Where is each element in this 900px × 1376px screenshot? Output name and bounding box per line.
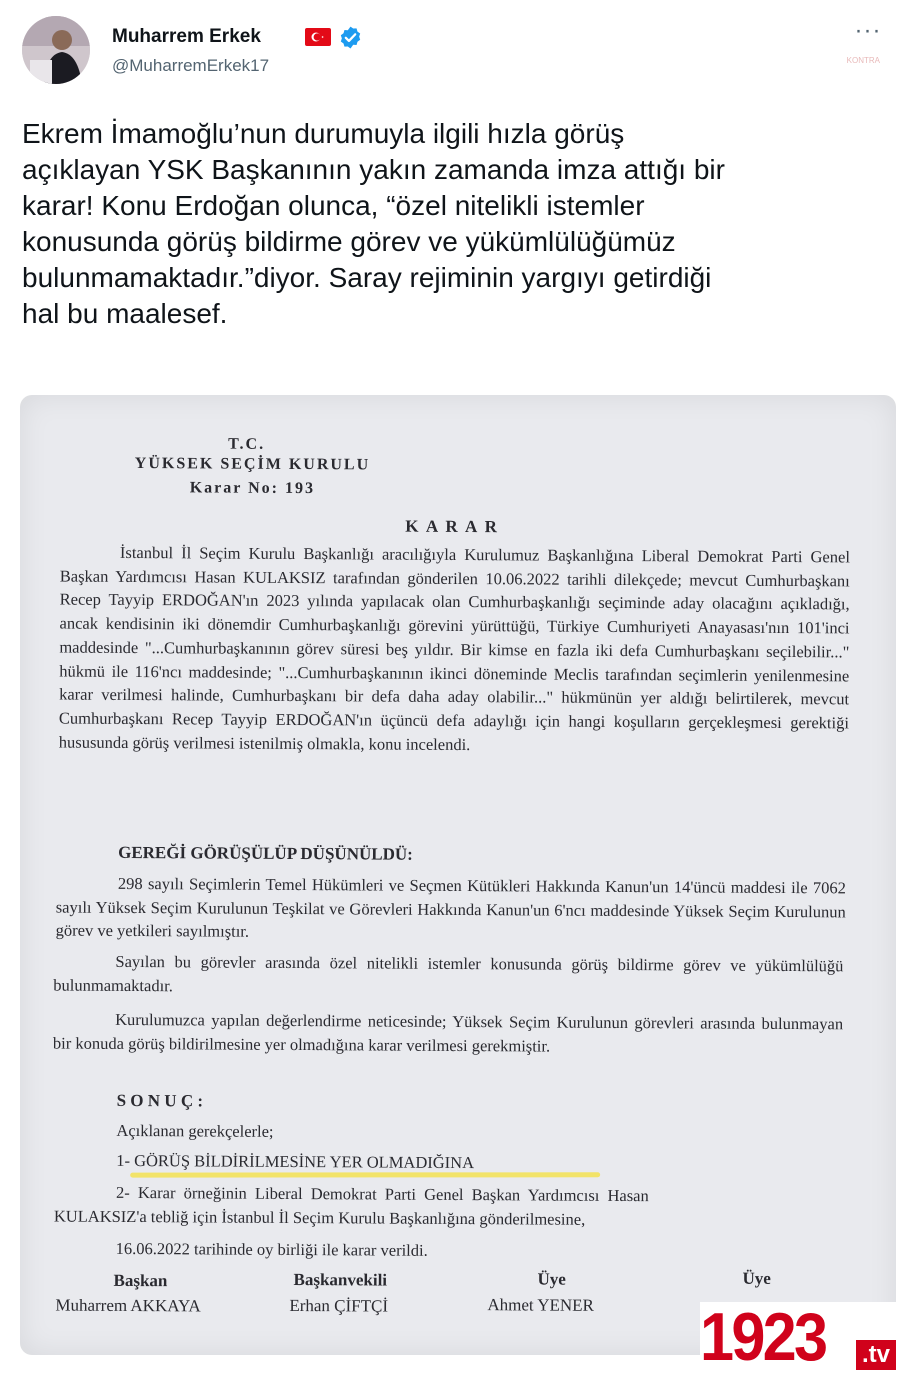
- watermark-suffix: .tv: [856, 1340, 896, 1370]
- verified-badge-icon: [338, 25, 363, 50]
- watermark-main-text: 1923: [700, 1299, 826, 1375]
- more-options-icon[interactable]: ···: [854, 17, 882, 44]
- signatory-title: Üye: [742, 1268, 771, 1288]
- doc-header-tc: T.C.: [228, 435, 266, 453]
- doc-title: K A R A R: [405, 516, 499, 537]
- author-name[interactable]: Muharrem Erkek: [112, 26, 261, 47]
- doc-result-item-2-line-2: KULAKSIZ'a tebliğ için İstanbul İl Seçim Kurulu Başkanlığına gönderilmesine,: [53, 1206, 586, 1229]
- doc-paragraph-request: İstanbul İl Seçim Kurulu Başkanlığı aracılığıyla Kurulumuz Başkanlığına Liberal Demokrat Parti Genel Başkan Yardımcısı Hasan KULAKSIZ tarafından gönderilen 10.06.2022 tarihli dilekçede; mevcut Cumhurbaşkanı Recep Tayyip ERDOĞAN'ın 2023 yılında yapılacak olan Cumhurbaşkanlığı seçiminde aday olacağını açıkladığı, ancak kendisinin iki dönemdir Cumhurbaşkanlığı görevini yürüttüğü, Türkiye Cumhuriyeti Anayasası'nın 101'inci maddesinde "...Cumhurbaşkanının görev süresi beş yıldır. Bir kimse en fazla iki defa Cumhurbaşkanı seçilebilir..." hükmü ile 116'ncı maddesinde; "...Cumhurbaşkanının ikinci döneminde Meclis tarafından seçimlerin yenilenmesine karar verilmesi halinde, Cumhurbaşkanı bir defa daha aday olabilir..." hükmünün yer aldığı belirtilerek, mevcut Cumhurbaşkanı Recep Tayyip ERDOĞAN'ın üçüncü defa adaylığı için hangi koşulların gerçekleşmesi gerektiği hususunda görüş verilmesi istenilmiş olmakla, konu incelendi.: [58, 542, 851, 754]
- signatory-name: Muharrem AKKAYA: [55, 1295, 201, 1316]
- author-handle[interactable]: @MuharremErkek17: [112, 56, 270, 75]
- doc-result-item-2-line-1: 2- Karar örneğinin Liberal Demokrat Parti Genel Başkan Yardımcısı Hasan: [115, 1182, 649, 1206]
- tweet-text: Ekrem İmamoğlu’nun durumuyla ilgili hızla görüş açıklayan YSK Başkanının yakın zamanda imza attığı bir karar! Konu Erdoğan olunca, “özel nitelikli istemler konusunda görüş bildirme görev ve yükümlülüğümüz bulunmamaktadır.”diyor. Saray rejiminin yargıyı getirdiği hal bu maalesef.: [22, 118, 725, 329]
- signatory-title: Başkan: [113, 1270, 168, 1291]
- tweet-header: [22, 14, 886, 94]
- turkey-flag-icon: [305, 28, 331, 46]
- signatory-name: Erhan ÇİFTÇİ: [289, 1295, 389, 1316]
- doc-paragraph-duties: Sayılan bu görevler arasında özel nitelikli istemler konusunda görüş bildirme görev ve yükümlülüğü bulunmamaktadır.: [53, 951, 844, 995]
- doc-heading-considered: GEREĞİ GÖRÜŞÜLÜP DÜŞÜNÜLDÜ:: [118, 842, 413, 864]
- doc-paragraph-evaluation: Kurulumuzca yapılan değerlendirme neticesinde; Yüksek Seçim Kurulunun görevleri arasında bulunmayan bir konuda görüş bildirilmesine yer olmadığına karar verilmesi gerekmiştir.: [52, 1009, 844, 1056]
- signatory-name: Ahmet YENER: [487, 1295, 594, 1315]
- attached-document-image[interactable]: [20, 395, 896, 1355]
- watermark-logo: [700, 1299, 898, 1375]
- signatory-title: Üye: [537, 1269, 566, 1289]
- doc-header-org: YÜKSEK SEÇİM KURULU: [134, 455, 371, 474]
- doc-heading-result: S O N U Ç :: [116, 1090, 204, 1111]
- doc-decision-number: Karar No: 193: [189, 479, 316, 498]
- avatar-photo: [22, 16, 90, 84]
- doc-result-intro: Açıklanan gerekçelerle;: [116, 1120, 274, 1141]
- faint-watermark-text: KONTRA: [846, 56, 880, 65]
- doc-result-item-1: 1- GÖRÜŞ BİLDİRİLMESİNE YER OLMADIĞINA: [116, 1150, 475, 1173]
- doc-paragraph-law: 298 sayılı Seçimlerin Temel Hükümleri ve Seçmen Kütükleri Hakkında Kanun'un 14'üncü maddesi ile 7062 sayılı Yüksek Seçim Kurulunun Teşkilat ve Görevleri Hakkında Kanun'un 6'ncı maddesinde Yüksek Seçim Kurulunun görev ve yetkileri sayılmıştır.: [55, 873, 846, 942]
- signatory-title: Başkanvekili: [293, 1270, 388, 1290]
- yellow-highlight-underline: [130, 1172, 600, 1177]
- doc-result-date: 16.06.2022 tarihinde oy birliği ile karar verildi.: [115, 1238, 428, 1260]
- avatar[interactable]: [22, 16, 90, 84]
